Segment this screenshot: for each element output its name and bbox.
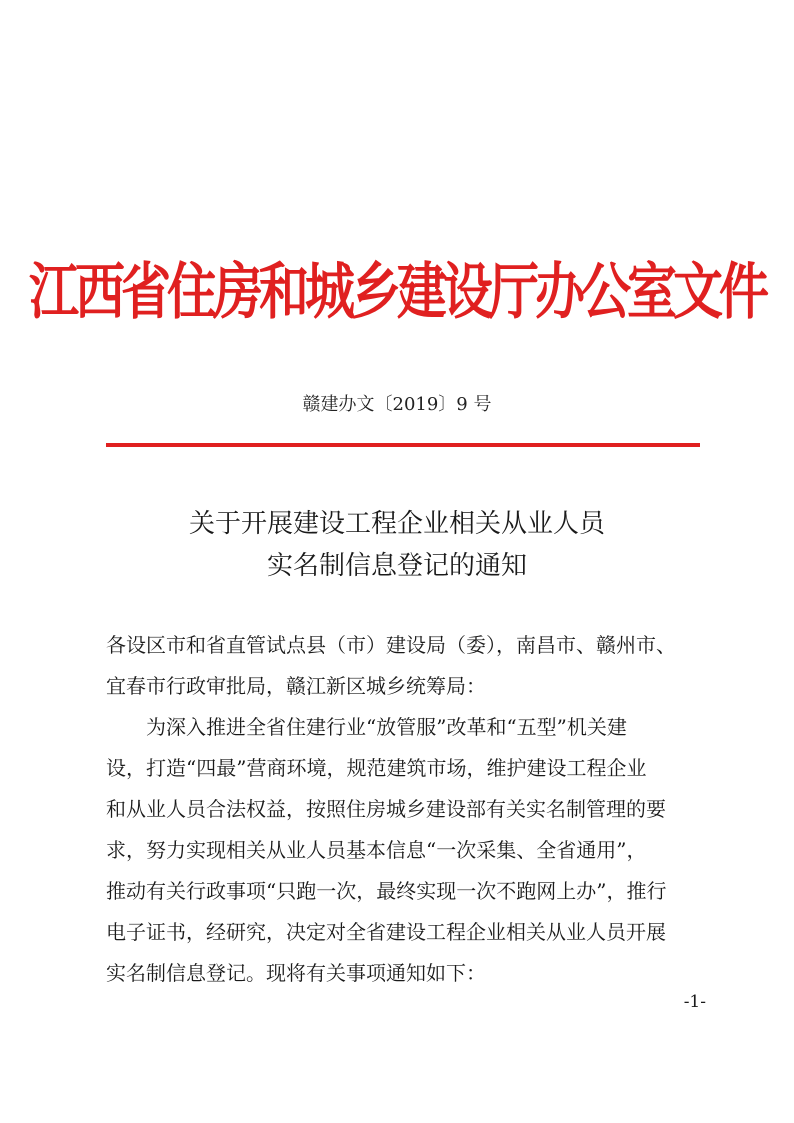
page-number: -1- — [683, 992, 706, 1012]
paragraph-line: 推动有关行政事项“只跑一次，最终实现一次不跑网上办”，推行 — [106, 879, 667, 903]
notice-body — [106, 625, 706, 994]
addressee-line-2: 宜春市行政审批局，赣江新区城乡统筹局： — [106, 674, 486, 698]
red-divider-line — [106, 443, 700, 447]
paragraph-line: 求，努力实现相关从业人员基本信息“一次采集、全省通用”， — [106, 838, 647, 862]
paragraph-line: 设，打造“四最”营商环境，规范建筑市场，维护建设工程企业 — [106, 756, 647, 780]
notice-title — [0, 503, 794, 587]
issuing-office-title: 江西省住房和城乡建设厅办公室文件 — [29, 255, 765, 328]
paragraph-line: 电子证书，经研究，决定对全省建设工程企业相关从业人员开展 — [106, 920, 666, 944]
paragraph-line: 为深入推进全省住建行业“放管服”改革和“五型”机关建 — [146, 715, 627, 739]
notice-title-line-1: 关于开展建设工程企业相关从业人员 — [188, 509, 605, 539]
paragraph-line: 和从业人员合法权益，按照住房城乡建设部有关实名制管理的要 — [106, 797, 666, 821]
notice-title-line-2: 实名制信息登记的通知 — [266, 551, 527, 581]
paragraph-line: 实名制信息登记。现将有关事项通知如下： — [106, 961, 486, 985]
document-number: 赣建办文〔2019〕9 号 — [302, 394, 492, 415]
addressee-line-1: 各设区市和省直管试点县（市）建设局（委），南昌市、赣州市、 — [106, 633, 676, 657]
